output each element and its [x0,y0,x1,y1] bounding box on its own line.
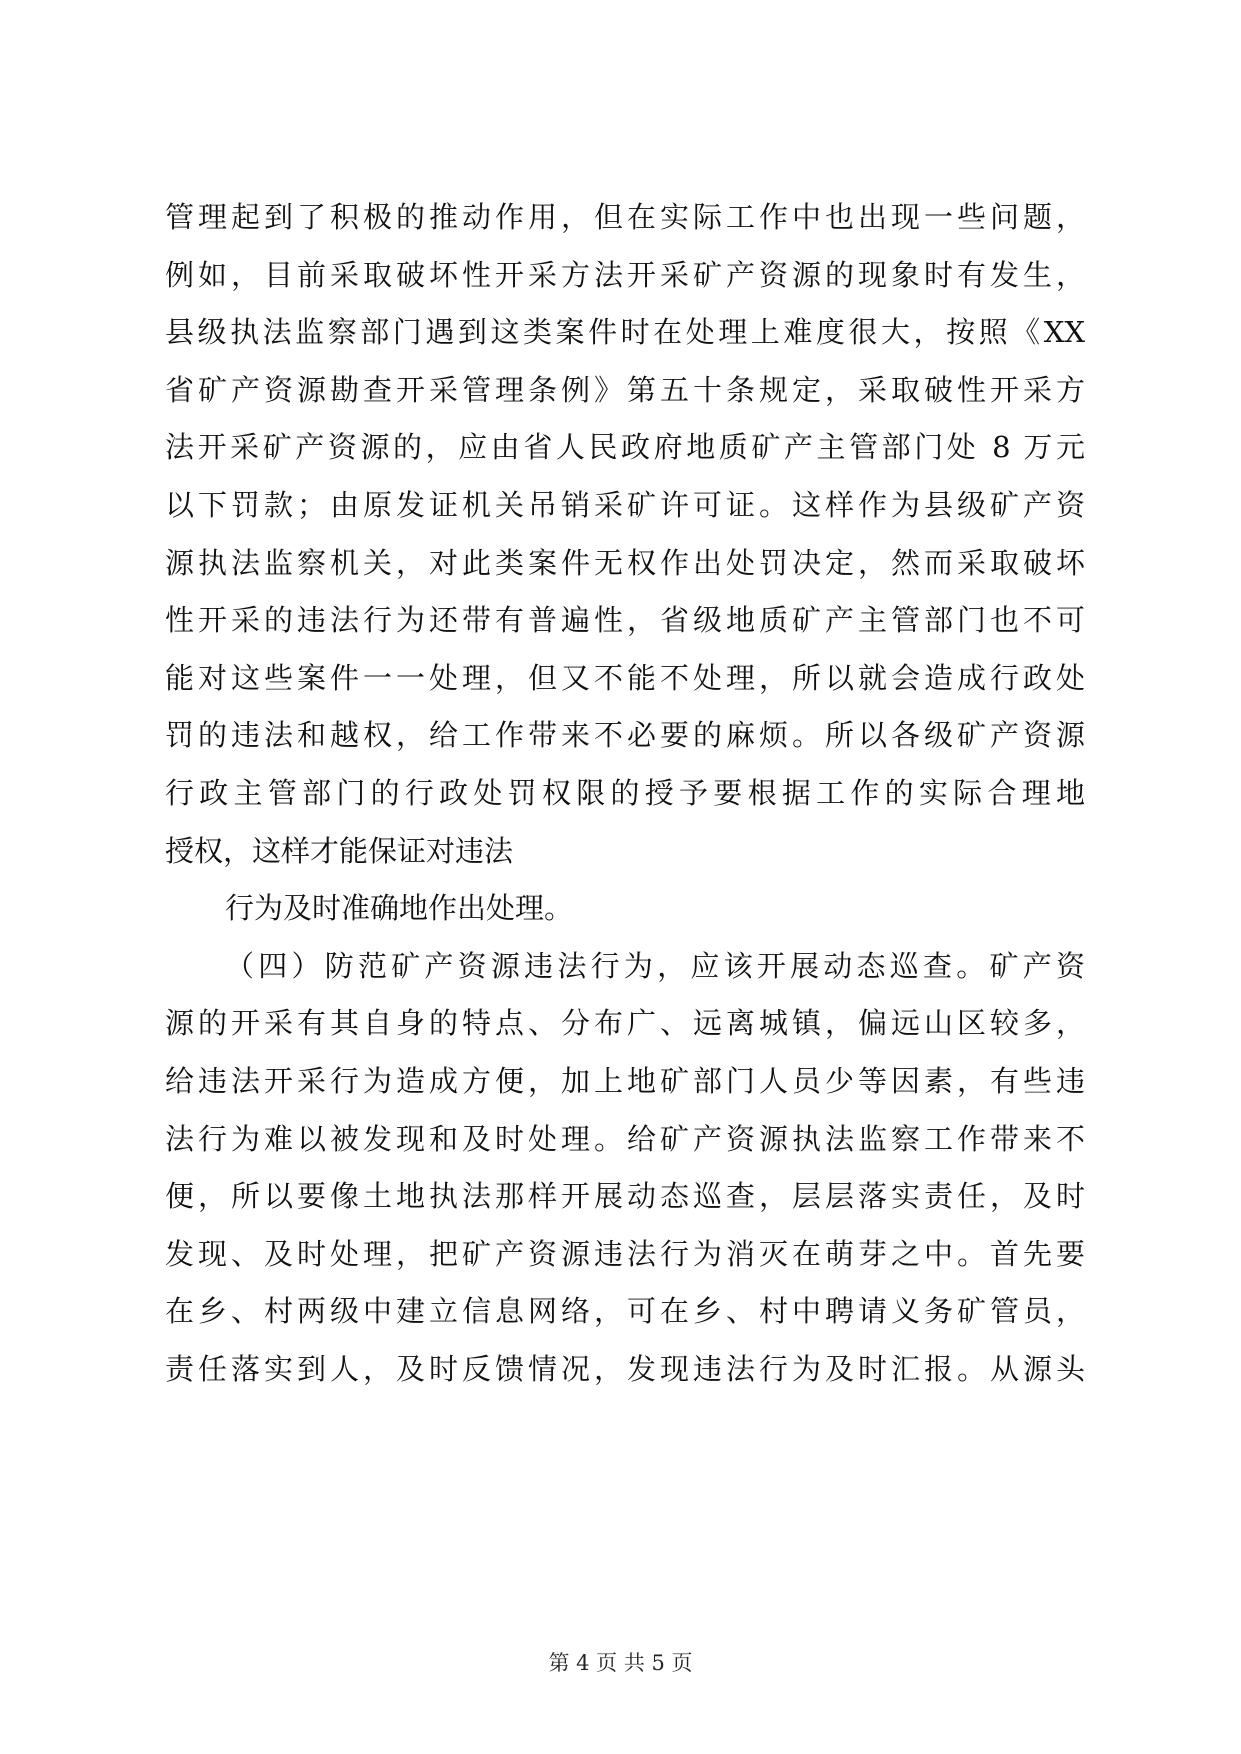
text-line: 行为及时准确地作出处理。 [225,891,574,926]
text-line: 授权，这样才能保证对违法 [165,833,514,868]
text-line: 省矿产资源勘查开采管理条例》第五十条规定，采取破性开采方 [165,372,1085,407]
section-heading-line: （四）防范矿产资源违法行为，应该开展动态巡查。矿产资 [225,948,1085,983]
text-line: 例如，目前采取破坏性开采方法开采矿产资源的现象时有发生， [165,257,1085,292]
text-line: 责任落实到人，及时反馈情况，发现违法行为及时汇报。从源头 [165,1351,1085,1386]
text-line: 行政主管部门的行政处罚权限的授予要根据工作的实际合理地 [165,775,1085,810]
text-line: 管理起到了积极的推动作用，但在实际工作中也出现一些问题， [165,200,1085,234]
text-line: 给违法开采行为造成方便，加上地矿部门人员少等因素，有些违 [165,1063,1085,1098]
text-line: 法开采矿产资源的，应由省人民政府地质矿产主管部门处 8 万元 [165,430,1085,465]
text-line: 县级执法监察部门遇到这类案件时在处理上难度很大，按照《XX [165,315,1085,350]
body-text [165,189,1085,1398]
text-line: 便，所以要像土地执法那样开展动态巡查，层层落实责任，及时 [165,1179,1085,1214]
text-line: 发现、及时处理，把矿产资源违法行为消灭在萌芽之中。首先要 [165,1236,1085,1271]
text-line: 罚的违法和越权，给工作带来不必要的麻烦。所以各级矿产资源 [165,718,1085,753]
text-line: 以下罚款；由原发证机关吊销采矿许可证。这样作为县级矿产资 [165,487,1085,522]
text-line: 源的开采有其自身的特点、分布广、远离城镇，偏远山区较多， [165,1006,1085,1041]
text-line: 性开采的违法行为还带有普遍性，省级地质矿产主管部门也不可 [165,603,1085,638]
text-line: 源执法监察机关，对此类案件无权作出处罚决定，然而采取破坏 [165,545,1085,580]
page-number-footer: 第 4 页 共 5 页 [548,1651,693,1675]
text-line: 法行为难以被发现和及时处理。给矿产资源执法监察工作带来不 [165,1121,1085,1156]
text-line: 能对这些案件一一处理，但又不能不处理，所以就会造成行政处 [165,660,1085,695]
text-line: 在乡、村两级中建立信息网络，可在乡、村中聘请义务矿管员， [165,1294,1085,1329]
